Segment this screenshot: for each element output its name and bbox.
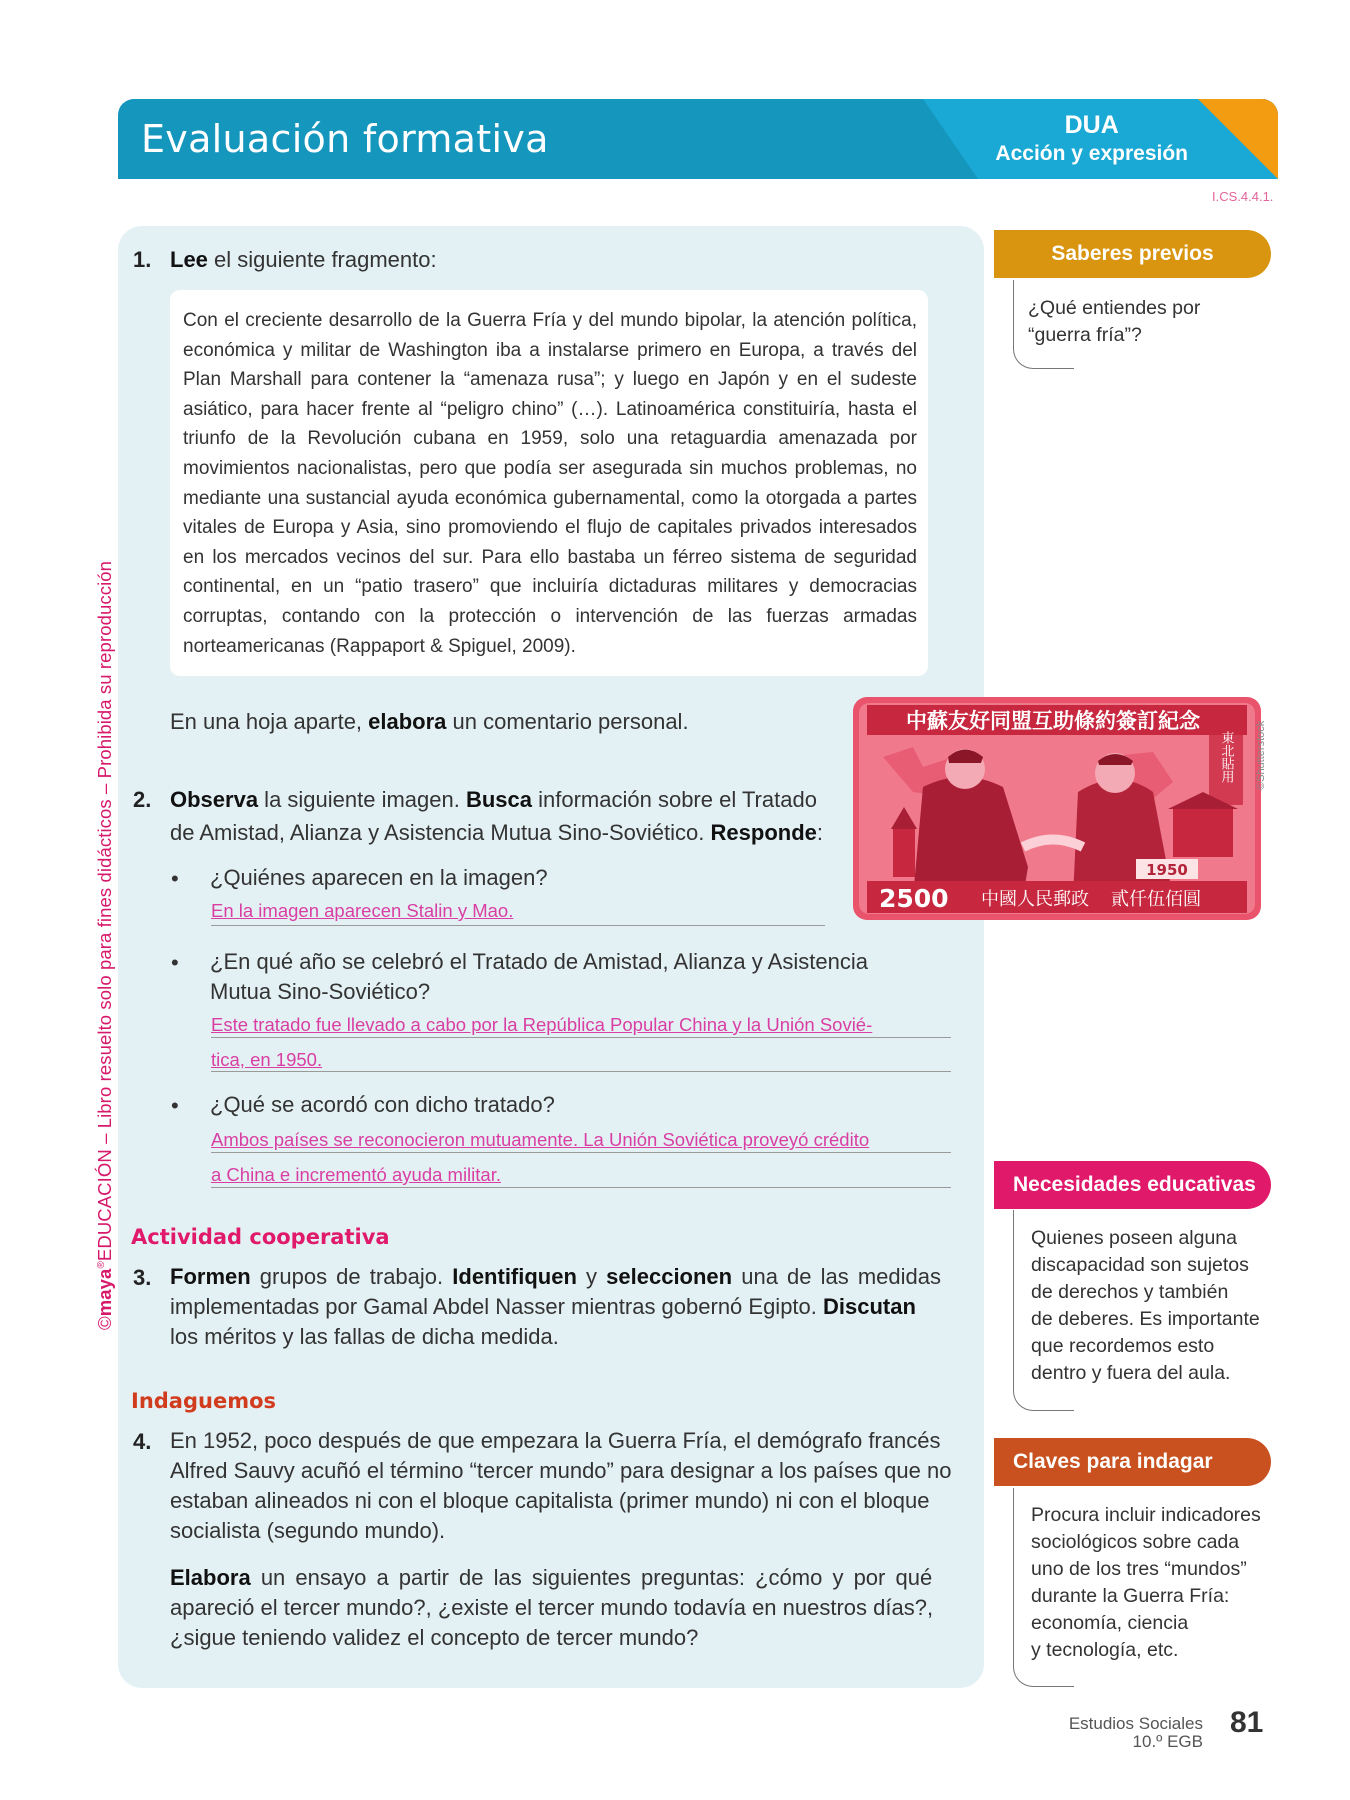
- bullet-2-question-line-1: ¿En qué año se celebró el Tratado de Amistad, Alianza y Asistencia: [210, 949, 868, 974]
- question-4-line-4: socialista (segundo mundo).: [170, 1518, 446, 1543]
- q3-text-4: implementadas por Gamal Abdel Nasser mientras gobernó Egipto.: [170, 1294, 824, 1319]
- footer-grade: 10.º EGB: [1132, 1732, 1203, 1751]
- q2-verb-responde: Responde: [710, 820, 817, 845]
- bullet-dot: •: [171, 866, 179, 891]
- question-4-task-line-1: [170, 1563, 932, 1593]
- dua-title: DUA: [1064, 111, 1119, 139]
- saberes-previos-header: Saberes previos: [994, 230, 1271, 278]
- question-4-task-line-3: ¿sigue teniendo validez el concepto de tercer mundo?: [170, 1625, 699, 1650]
- q4-verb-elabora: Elabora: [170, 1565, 251, 1590]
- claves-line: economía, ciencia: [1031, 1612, 1189, 1634]
- answer-line: [211, 925, 825, 926]
- bullet-1-question: ¿Quiénes aparecen en la imagen?: [210, 865, 548, 890]
- q2-verb-busca: Busca: [465, 787, 533, 812]
- claves-para-indagar-text: [1031, 1502, 1261, 1664]
- page-title: Evaluación formativa: [141, 117, 549, 161]
- q3-verb-discutan: Discutan: [823, 1294, 916, 1319]
- question-3-line-1: [170, 1262, 960, 1292]
- claves-line: y tecnología, etc.: [1031, 1639, 1179, 1661]
- question-2-number: 2.: [133, 787, 152, 812]
- footer-subject-name: Estudios Sociales: [1068, 1714, 1203, 1733]
- question-3-line-3: los méritos y las fallas de dicha medida.: [170, 1324, 559, 1349]
- stamp-top-text: 中蘇友好同盟互助條約簽訂紀念: [906, 709, 1200, 733]
- claves-line: uno de los tres “mundos”: [1031, 1558, 1247, 1580]
- indicator-code: I.CS.4.4.1.: [1212, 189, 1274, 204]
- quote-text: Con el creciente desarrollo de la Guerra Fría y del mundo bipolar, la atención política, económica y militar de Washington iba a instalarse primero en Europa, a través del Plan Marshall para contener la “amenaza rusa”; y luego en Japón y en el sudeste asiático, para hacer frente al “peligro chino” (…). Latinoamérica constituiría, hasta el triunfo de la Revolución cubana en 1959, solo una retaguardia amenazada por movimientos nacionalistas, pero que podía ser asegurada sin muchos problemas, no mediante una sustancial ayuda económica gubernamental, como la otorgada a partes vitales de Europa y Asia, sino promoviendo el flujo de capitales privados interesados en los mercados vecinos del sur. Para ello bastaba un férreo sistema de seguridad continental, en un “patio trasero” que incluiría dictaduras militares y democracias corruptas, contando con la protección o intervención de las fuerzas armadas norteamericanas (Rappaport & Spiguel, 2009).: [183, 310, 917, 657]
- quote-box: [170, 290, 928, 676]
- stamp-bottom-right: 貳仟伍佰圓: [1111, 889, 1201, 910]
- question-1-rest: el siguiente fragmento:: [207, 247, 437, 272]
- task-pre: En una hoja aparte,: [170, 709, 369, 734]
- q3-verb-formen: Formen: [170, 1264, 251, 1289]
- question-4-task-line-2: apareció el tercer mundo?, ¿existe el tercer mundo todavía en nuestros días?,: [170, 1595, 934, 1620]
- claves-line: durante la Guerra Fría:: [1031, 1585, 1230, 1607]
- bullet-2-answer-line-2: tica, en 1950.: [211, 1049, 323, 1070]
- necesidades-educativas-header: Necesidades educativas: [994, 1161, 1271, 1209]
- q3-text-2: y: [576, 1264, 607, 1289]
- footer-subject: [1000, 1715, 1203, 1751]
- stamp-bottom-text: 中國人民郵政: [981, 889, 1089, 910]
- question-4-line-2: Alfred Sauvy acuñó el término “tercer mundo” para designar a los países que no: [170, 1458, 952, 1483]
- q3-text-3: una de las medidas: [732, 1264, 942, 1289]
- indaguemos-title: Indaguemos: [131, 1389, 277, 1413]
- q4-task-text-1: un ensayo a partir de las siguientes preguntas: ¿cómo y por qué: [250, 1565, 933, 1590]
- bullet-3-answer-line-2: a China e incrementó ayuda militar.: [211, 1164, 501, 1185]
- necesidades-educativas-text: [1031, 1225, 1260, 1387]
- dua-label: [995, 111, 1188, 166]
- question-1-task: [170, 707, 689, 737]
- bullet-dot: •: [171, 1093, 179, 1118]
- saberes-line-1: ¿Qué entiendes por: [1028, 297, 1201, 319]
- necesidades-line: de deberes. Es importante: [1031, 1308, 1260, 1330]
- registered-symbol: ®: [95, 1261, 107, 1269]
- necesidades-line: discapacidad son sujetos: [1031, 1254, 1249, 1276]
- saberes-line-2: “guerra fría”?: [1028, 324, 1142, 346]
- necesidades-line: de derechos y también: [1031, 1281, 1229, 1303]
- bullet-2-question-line-2: Mutua Sino-Soviético?: [210, 979, 431, 1004]
- q2-colon: :: [816, 820, 823, 845]
- question-2-line-2: [170, 818, 823, 848]
- copyright-side-text: [94, 561, 116, 1330]
- cooperative-activity-title: Actividad cooperativa: [131, 1225, 390, 1249]
- question-3-line-2: [170, 1292, 916, 1322]
- task-verb: elabora: [368, 709, 447, 734]
- q2-text-3: de Amistad, Alianza y Asistencia Mutua Sino-Soviético.: [170, 820, 711, 845]
- section-header: [118, 99, 1278, 179]
- brand-name: maya: [94, 1268, 115, 1317]
- necesidades-line: Quienes poseen alguna: [1031, 1227, 1237, 1249]
- q3-text-1: grupos de trabajo.: [250, 1264, 453, 1289]
- question-4-line-3: estaban alineados ni con el bloque capitalista (primer mundo) ni con el bloque: [170, 1488, 930, 1513]
- question-1-number: 1.: [133, 247, 152, 272]
- stamp-side-text: 東北貼用: [1218, 731, 1234, 783]
- q2-text-1: la siguiente imagen.: [258, 787, 466, 812]
- claves-para-indagar-header: Claves para indagar: [994, 1438, 1271, 1486]
- necesidades-line: dentro y fuera del aula.: [1031, 1362, 1231, 1384]
- bullet-1-answer: En la imagen aparecen Stalin y Mao.: [211, 900, 514, 921]
- bullet-dot: •: [171, 950, 179, 975]
- bullet-3-question: ¿Qué se acordó con dicho tratado?: [210, 1092, 555, 1117]
- bullet-2-answer-line-1: Este tratado fue llevado a cabo por la República Popular China y la Unión Sovié-: [211, 1014, 873, 1035]
- saberes-previos-text: [1028, 295, 1200, 349]
- copyright-symbol: ©: [94, 1316, 115, 1330]
- claves-line: Procura incluir indicadores: [1031, 1504, 1261, 1526]
- q3-verb-identifiquen: Identifiquen: [452, 1264, 577, 1289]
- question-4-number: 4.: [133, 1429, 152, 1454]
- answer-line: [211, 1071, 951, 1072]
- stalin-mao-stamp-image: [853, 697, 1261, 920]
- claves-line: sociológicos sobre cada: [1031, 1531, 1240, 1553]
- image-credit: ©Shutterstock: [1255, 720, 1267, 790]
- question-1-prompt: [170, 245, 437, 275]
- stamp-value: 2500: [879, 884, 949, 913]
- stamp-year: 1950: [1146, 861, 1188, 879]
- bullet-3-answer-line-1: Ambos países se reconocieron mutuamente. La Unión Soviética proveyó crédito: [211, 1129, 870, 1150]
- question-1-verb: Lee: [170, 247, 208, 272]
- answer-line: [211, 1037, 951, 1038]
- answer-line: [211, 1187, 951, 1188]
- q2-verb-observa: Observa: [170, 787, 259, 812]
- dua-subtitle: Acción y expresión: [995, 142, 1188, 165]
- page-number: 81: [1230, 1706, 1264, 1739]
- q3-verb-seleccionen: seleccionen: [606, 1264, 733, 1289]
- answer-line: [211, 1152, 951, 1153]
- question-4-line-1: En 1952, poco después de que empezara la Guerra Fría, el demógrafo francés: [170, 1428, 941, 1453]
- question-3-number: 3.: [133, 1265, 152, 1290]
- question-2-line-1: [170, 785, 817, 815]
- copyright-notice: EDUCACIÓN – Libro resuelto solo para fines didácticos – Prohibida su reproducción: [94, 560, 115, 1262]
- q2-text-2: información sobre el Tratado: [532, 787, 817, 812]
- task-post: un comentario personal.: [446, 709, 689, 734]
- necesidades-line: que recordemos esto: [1031, 1335, 1215, 1357]
